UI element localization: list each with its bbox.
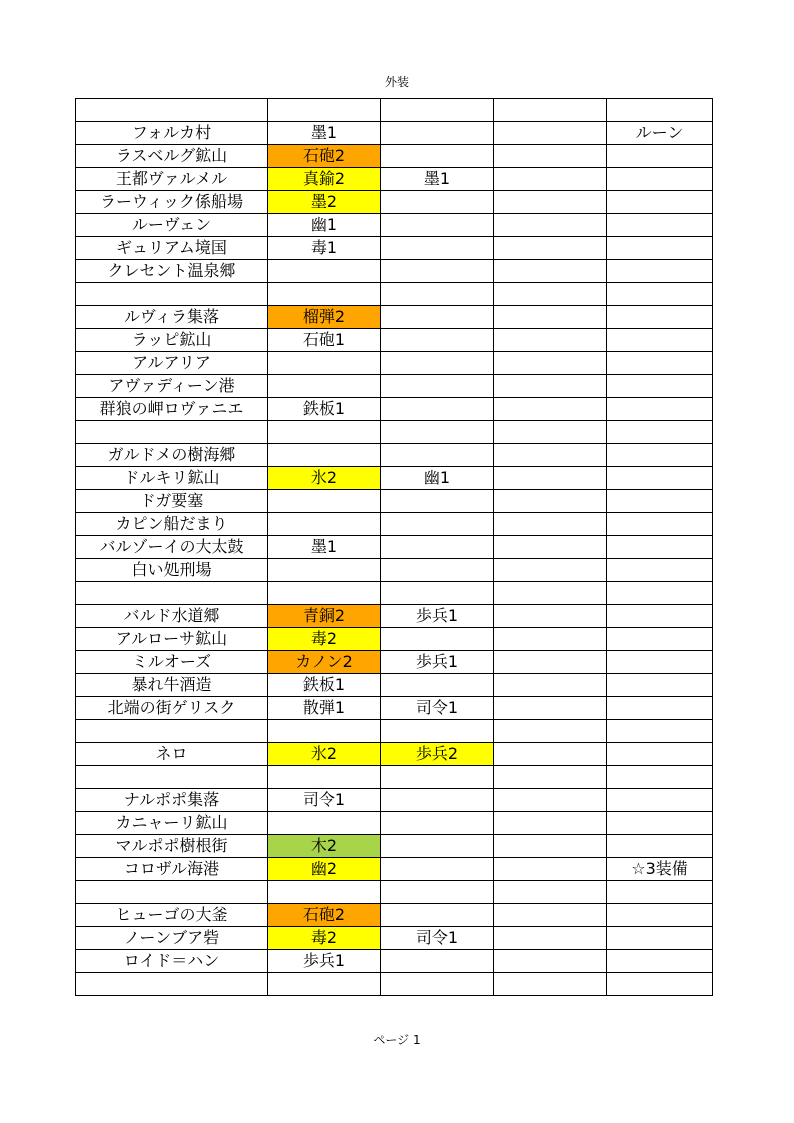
cell-col-c xyxy=(381,858,494,881)
cell-col-d xyxy=(494,766,607,789)
cell-location xyxy=(76,582,268,605)
cell-col-e xyxy=(607,950,713,973)
cell-location: 白い処刑場 xyxy=(76,559,268,582)
cell-col-b: 青銅2 xyxy=(268,605,381,628)
cell-col-b: 幽2 xyxy=(268,858,381,881)
cell-col-e xyxy=(607,536,713,559)
cell-col-d xyxy=(494,973,607,996)
table-row xyxy=(76,697,713,720)
table-row xyxy=(76,375,713,398)
cell-col-b: 毒2 xyxy=(268,628,381,651)
cell-col-e xyxy=(607,582,713,605)
cell-location xyxy=(76,973,268,996)
cell-col-b xyxy=(268,99,381,122)
cell-col-c xyxy=(381,260,494,283)
page-header-title: 外装 xyxy=(384,75,409,89)
cell-col-b xyxy=(268,444,381,467)
cell-col-e xyxy=(607,674,713,697)
cell-col-c: 歩兵1 xyxy=(381,605,494,628)
cell-col-e xyxy=(607,444,713,467)
cell-location xyxy=(76,421,268,444)
cell-col-c: 墨1 xyxy=(381,168,494,191)
cell-col-c: 歩兵2 xyxy=(381,743,494,766)
cell-col-e xyxy=(607,237,713,260)
table-row xyxy=(76,858,713,881)
table-row xyxy=(76,122,713,145)
cell-col-d xyxy=(494,881,607,904)
table-row xyxy=(76,444,713,467)
cell-col-c xyxy=(381,398,494,421)
cell-col-b xyxy=(268,283,381,306)
table-row xyxy=(76,237,713,260)
cell-col-c xyxy=(381,559,494,582)
cell-location: ネロ xyxy=(76,743,268,766)
cell-col-d xyxy=(494,835,607,858)
cell-col-e xyxy=(607,904,713,927)
cell-col-d xyxy=(494,329,607,352)
cell-col-c xyxy=(381,513,494,536)
table-row xyxy=(76,168,713,191)
table-row xyxy=(76,191,713,214)
cell-location: 暴れ牛酒造 xyxy=(76,674,268,697)
cell-col-c xyxy=(381,145,494,168)
cell-col-b xyxy=(268,881,381,904)
cell-col-b: 石砲2 xyxy=(268,145,381,168)
cell-location xyxy=(76,881,268,904)
cell-col-e xyxy=(607,789,713,812)
cell-col-e xyxy=(607,743,713,766)
cell-location: ミルオーズ xyxy=(76,651,268,674)
cell-col-e xyxy=(607,260,713,283)
cell-location: ガルドメの樹海郷 xyxy=(76,444,268,467)
cell-col-c xyxy=(381,122,494,145)
cell-location: アルアリア xyxy=(76,352,268,375)
cell-col-c xyxy=(381,444,494,467)
cell-col-e xyxy=(607,191,713,214)
table-row xyxy=(76,536,713,559)
cell-location xyxy=(76,99,268,122)
cell-col-b: 鉄板1 xyxy=(268,398,381,421)
cell-col-d xyxy=(494,398,607,421)
table-row xyxy=(76,329,713,352)
cell-col-b: 鉄板1 xyxy=(268,674,381,697)
cell-col-d xyxy=(494,306,607,329)
cell-col-c xyxy=(381,237,494,260)
cell-col-c xyxy=(381,835,494,858)
cell-location: ヒューゴの大釜 xyxy=(76,904,268,927)
table-row xyxy=(76,973,713,996)
cell-col-c xyxy=(381,191,494,214)
table-row xyxy=(76,99,713,122)
cell-col-e xyxy=(607,881,713,904)
cell-col-b: 石砲1 xyxy=(268,329,381,352)
cell-col-d xyxy=(494,743,607,766)
cell-col-d xyxy=(494,99,607,122)
table-row xyxy=(76,214,713,237)
equipment-table xyxy=(75,98,713,996)
table-row xyxy=(76,352,713,375)
cell-location: アヴァディーン港 xyxy=(76,375,268,398)
cell-col-b: 毒1 xyxy=(268,237,381,260)
cell-col-b xyxy=(268,720,381,743)
cell-col-e xyxy=(607,812,713,835)
cell-col-b: 幽1 xyxy=(268,214,381,237)
cell-col-d xyxy=(494,467,607,490)
cell-col-e xyxy=(607,467,713,490)
cell-location: ドルキリ鉱山 xyxy=(76,467,268,490)
table-row xyxy=(76,421,713,444)
cell-col-e xyxy=(607,697,713,720)
table-row xyxy=(76,812,713,835)
cell-location: ドガ要塞 xyxy=(76,490,268,513)
cell-col-b xyxy=(268,582,381,605)
cell-col-c xyxy=(381,904,494,927)
table-row xyxy=(76,605,713,628)
table-body xyxy=(76,99,713,996)
cell-col-c xyxy=(381,421,494,444)
cell-col-d xyxy=(494,904,607,927)
cell-col-c xyxy=(381,973,494,996)
cell-location: カピン船だまり xyxy=(76,513,268,536)
cell-location xyxy=(76,720,268,743)
cell-col-d xyxy=(494,191,607,214)
cell-col-c xyxy=(381,950,494,973)
cell-col-c: 歩兵1 xyxy=(381,651,494,674)
cell-col-c xyxy=(381,812,494,835)
table-row xyxy=(76,674,713,697)
cell-col-d xyxy=(494,789,607,812)
cell-col-b: カノン2 xyxy=(268,651,381,674)
cell-col-c xyxy=(381,628,494,651)
cell-col-c xyxy=(381,536,494,559)
cell-location xyxy=(76,283,268,306)
cell-col-b: 墨1 xyxy=(268,122,381,145)
cell-col-d xyxy=(494,122,607,145)
cell-col-b: 木2 xyxy=(268,835,381,858)
table-row xyxy=(76,283,713,306)
cell-col-b: 墨2 xyxy=(268,191,381,214)
cell-col-d xyxy=(494,260,607,283)
cell-col-b xyxy=(268,559,381,582)
cell-col-b: 散弾1 xyxy=(268,697,381,720)
cell-col-b xyxy=(268,421,381,444)
table-row xyxy=(76,766,713,789)
cell-col-e xyxy=(607,835,713,858)
table-row xyxy=(76,513,713,536)
cell-col-c xyxy=(381,582,494,605)
cell-col-c xyxy=(381,490,494,513)
table-row xyxy=(76,628,713,651)
cell-col-e xyxy=(607,766,713,789)
table-row xyxy=(76,306,713,329)
cell-col-b: 真鍮2 xyxy=(268,168,381,191)
cell-location: ナルポポ集落 xyxy=(76,789,268,812)
cell-location xyxy=(76,766,268,789)
cell-col-e xyxy=(607,559,713,582)
cell-col-b xyxy=(268,375,381,398)
cell-col-e xyxy=(607,99,713,122)
cell-col-e xyxy=(607,398,713,421)
cell-location: バルド水道郷 xyxy=(76,605,268,628)
cell-col-e xyxy=(607,927,713,950)
cell-col-c xyxy=(381,306,494,329)
cell-col-c xyxy=(381,329,494,352)
cell-location: ロイド＝ハン xyxy=(76,950,268,973)
cell-col-e: ☆3装備 xyxy=(607,858,713,881)
cell-col-b: 司令1 xyxy=(268,789,381,812)
cell-location: 北端の街ゲリスク xyxy=(76,697,268,720)
cell-col-c xyxy=(381,99,494,122)
table-row xyxy=(76,789,713,812)
cell-col-d xyxy=(494,858,607,881)
cell-col-e xyxy=(607,168,713,191)
cell-col-c xyxy=(381,352,494,375)
cell-col-d xyxy=(494,145,607,168)
cell-location: ラーウィック係船場 xyxy=(76,191,268,214)
cell-col-e xyxy=(607,973,713,996)
cell-location: アルローサ鉱山 xyxy=(76,628,268,651)
cell-col-e xyxy=(607,145,713,168)
cell-location: 群狼の岬ロヴァニエ xyxy=(76,398,268,421)
cell-col-c xyxy=(381,375,494,398)
cell-col-e xyxy=(607,628,713,651)
table-row xyxy=(76,559,713,582)
cell-col-e xyxy=(607,352,713,375)
cell-location: コロザル海港 xyxy=(76,858,268,881)
cell-col-b xyxy=(268,973,381,996)
cell-col-b xyxy=(268,513,381,536)
cell-col-d xyxy=(494,237,607,260)
cell-col-c xyxy=(381,720,494,743)
table-row xyxy=(76,398,713,421)
cell-col-d xyxy=(494,559,607,582)
cell-location: 王都ヴァルメル xyxy=(76,168,268,191)
cell-col-d xyxy=(494,283,607,306)
cell-col-d xyxy=(494,628,607,651)
cell-location: ルーヴェン xyxy=(76,214,268,237)
cell-col-b: 毒2 xyxy=(268,927,381,950)
table-row xyxy=(76,582,713,605)
cell-col-b: 氷2 xyxy=(268,743,381,766)
cell-col-d xyxy=(494,444,607,467)
cell-col-c xyxy=(381,766,494,789)
page-footer-number: ページ 1 xyxy=(373,1033,421,1047)
cell-location: ラッピ鉱山 xyxy=(76,329,268,352)
cell-col-e xyxy=(607,421,713,444)
cell-col-d xyxy=(494,375,607,398)
cell-col-e: ルーン xyxy=(607,122,713,145)
cell-col-b: 榴弾2 xyxy=(268,306,381,329)
cell-col-b xyxy=(268,766,381,789)
cell-col-d xyxy=(494,421,607,444)
table-row xyxy=(76,720,713,743)
table-row xyxy=(76,467,713,490)
cell-col-b: 墨1 xyxy=(268,536,381,559)
cell-col-c xyxy=(381,881,494,904)
table-row xyxy=(76,145,713,168)
cell-col-d xyxy=(494,812,607,835)
cell-col-b xyxy=(268,490,381,513)
cell-col-e xyxy=(607,329,713,352)
cell-col-b xyxy=(268,812,381,835)
cell-col-d xyxy=(494,651,607,674)
cell-location: カニャーリ鉱山 xyxy=(76,812,268,835)
cell-location: バルゾーイの大太鼓 xyxy=(76,536,268,559)
cell-col-b: 氷2 xyxy=(268,467,381,490)
table-row xyxy=(76,490,713,513)
cell-col-d xyxy=(494,720,607,743)
table-row xyxy=(76,904,713,927)
cell-col-d xyxy=(494,697,607,720)
cell-col-d xyxy=(494,214,607,237)
cell-col-b xyxy=(268,260,381,283)
cell-col-e xyxy=(607,490,713,513)
cell-col-b xyxy=(268,352,381,375)
cell-location: ルヴィラ集落 xyxy=(76,306,268,329)
cell-col-c xyxy=(381,283,494,306)
cell-col-e xyxy=(607,306,713,329)
cell-col-d xyxy=(494,536,607,559)
cell-location: ラスベルグ鉱山 xyxy=(76,145,268,168)
cell-col-e xyxy=(607,605,713,628)
table-row xyxy=(76,927,713,950)
cell-col-b: 歩兵1 xyxy=(268,950,381,973)
cell-col-e xyxy=(607,651,713,674)
table-row xyxy=(76,881,713,904)
cell-col-d xyxy=(494,490,607,513)
cell-location: フォルカ村 xyxy=(76,122,268,145)
cell-col-d xyxy=(494,582,607,605)
table-row xyxy=(76,950,713,973)
cell-col-c: 司令1 xyxy=(381,927,494,950)
table-row xyxy=(76,835,713,858)
cell-location: ギュリアム境国 xyxy=(76,237,268,260)
cell-col-c: 幽1 xyxy=(381,467,494,490)
cell-col-d xyxy=(494,950,607,973)
cell-col-d xyxy=(494,352,607,375)
cell-col-d xyxy=(494,674,607,697)
table-row xyxy=(76,260,713,283)
cell-col-e xyxy=(607,283,713,306)
cell-col-c xyxy=(381,674,494,697)
cell-col-c: 司令1 xyxy=(381,697,494,720)
cell-col-d xyxy=(494,605,607,628)
table-row xyxy=(76,743,713,766)
table-row xyxy=(76,651,713,674)
cell-col-e xyxy=(607,513,713,536)
cell-col-c xyxy=(381,789,494,812)
cell-col-e xyxy=(607,214,713,237)
cell-col-e xyxy=(607,375,713,398)
cell-col-d xyxy=(494,513,607,536)
cell-col-b: 石砲2 xyxy=(268,904,381,927)
cell-location: マルポポ樹根街 xyxy=(76,835,268,858)
cell-col-e xyxy=(607,720,713,743)
cell-col-c xyxy=(381,214,494,237)
cell-col-d xyxy=(494,168,607,191)
cell-col-d xyxy=(494,927,607,950)
cell-location: ノーンブア砦 xyxy=(76,927,268,950)
cell-location: クレセント温泉郷 xyxy=(76,260,268,283)
